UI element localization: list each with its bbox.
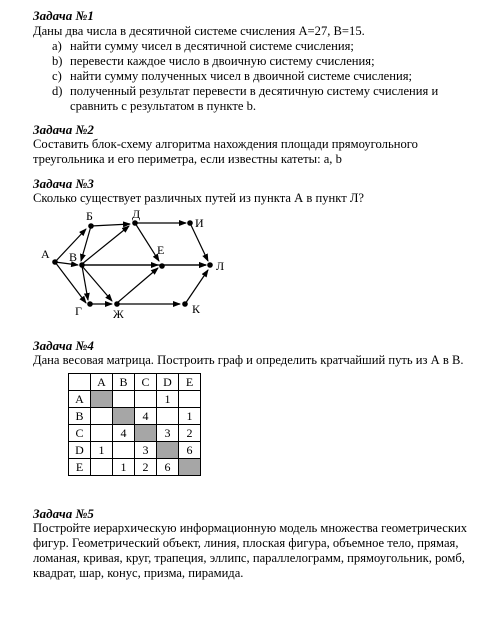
task5-line2: фигур. Геометрический объект, линия, плоская фигура, объемное тело, прямая, [33, 536, 459, 550]
matrix-cell: 1 [179, 408, 201, 425]
matrix-cell: 1 [91, 442, 113, 459]
task2-title: Задача №2 [33, 122, 94, 137]
matrix-cell [91, 425, 113, 442]
matrix-cell: 1 [157, 391, 179, 408]
matrix-cell: 4 [135, 408, 157, 425]
task1-title: Задача №1 [33, 8, 94, 23]
item-text: полученный результат перевести в десятичную систему счисления и [70, 84, 439, 98]
node-e [159, 263, 165, 269]
matrix-cell: 2 [179, 425, 201, 442]
task1-intro: Даны два числа в десятичной системе счисления А=27, В=15. [33, 24, 365, 38]
task5-line3: ломаная, кривая, круг, трапеция, эллипс, параллелограмм, прямоугольник, ромб, [33, 551, 465, 565]
node-label-l: Л [216, 259, 225, 273]
matrix-row-header: C [69, 425, 91, 442]
matrix-cell [91, 459, 113, 476]
matrix-row [69, 442, 201, 459]
matrix-cell: 3 [157, 425, 179, 442]
matrix-row-header: B [69, 408, 91, 425]
item-marker: d) [52, 84, 63, 98]
node-label-g: Г [75, 304, 82, 318]
task1-item-d-cont: сравнить с результатом в пункте b. [70, 99, 257, 113]
edge-v-zh [82, 266, 112, 301]
task5-line1: Постройте иерархическую информационную модель множества геометрических [33, 521, 468, 535]
node-d [132, 220, 138, 226]
matrix-cell-diagonal [157, 442, 179, 459]
matrix-cell [113, 391, 135, 408]
matrix-row-header: D [69, 442, 91, 459]
edge-a-g [55, 262, 86, 303]
item-text: перевести каждое число в двоичную систему счисления; [70, 54, 375, 68]
weight-matrix [68, 373, 201, 476]
node-k [182, 301, 188, 307]
matrix-header-row [69, 374, 201, 391]
edge-b-d [91, 224, 130, 226]
matrix-col-header: A [91, 374, 113, 391]
task2-line1: Составить блок-схему алгоритма нахождения площади прямоугольного [33, 137, 418, 151]
matrix-row [69, 408, 201, 425]
node-l [207, 262, 213, 268]
task3-title: Задача №3 [33, 176, 94, 191]
matrix-cell: 4 [113, 425, 135, 442]
matrix-col-header: B [113, 374, 135, 391]
node-i [187, 220, 193, 226]
node-g [87, 301, 93, 307]
item-marker: b) [52, 54, 63, 68]
edge-k-l [185, 270, 208, 304]
matrix-corner [69, 374, 91, 391]
matrix-cell [157, 408, 179, 425]
matrix-cell-diagonal [113, 408, 135, 425]
task4-title: Задача №4 [33, 338, 94, 353]
node-label-b: Б [86, 209, 93, 223]
matrix-cell: 3 [135, 442, 157, 459]
edge-zh-e [117, 268, 158, 303]
node-v [79, 262, 85, 268]
matrix-cell [135, 391, 157, 408]
matrix-row [69, 459, 201, 476]
task2-line2: треугольника и его периметра, если известны катеты: а, b [33, 152, 342, 166]
matrix-cell: 6 [179, 442, 201, 459]
item-marker: a) [52, 39, 62, 53]
matrix-cell-diagonal [135, 425, 157, 442]
task3-text: Сколько существует различных путей из пункта А в пункт Л? [33, 191, 364, 205]
task5-title: Задача №5 [33, 506, 94, 521]
edge-d-e [135, 223, 159, 261]
node-a [52, 259, 58, 265]
matrix-row-header: E [69, 459, 91, 476]
item-marker: c) [52, 69, 62, 83]
item-text: найти сумму чисел в десятичной системе счисления; [70, 39, 354, 53]
matrix-row [69, 425, 201, 442]
node-label-i: И [195, 216, 204, 230]
matrix-cell-diagonal [179, 459, 201, 476]
task5-line4: квадрат, шар, конус, призма, пирамида. [33, 566, 244, 580]
node-b [88, 223, 94, 229]
matrix-cell [113, 442, 135, 459]
matrix-row [69, 391, 201, 408]
node-zh [114, 301, 120, 307]
matrix-cell [179, 391, 201, 408]
node-label-d: Д [132, 207, 141, 221]
edge-b-v [81, 226, 91, 261]
matrix-cell: 1 [113, 459, 135, 476]
node-label-v: В [69, 250, 78, 264]
matrix-cell [91, 408, 113, 425]
task4-text: Дана весовая матрица. Построить граф и определить кратчайший путь из А в В. [33, 353, 464, 367]
matrix-row-header: A [69, 391, 91, 408]
matrix-cell: 2 [135, 459, 157, 476]
item-text: найти сумму полученных чисел в двоичной системе счисления; [70, 69, 413, 83]
node-label-k: К [192, 302, 201, 316]
matrix-col-header: C [135, 374, 157, 391]
matrix-col-header: E [179, 374, 201, 391]
node-label-a: А [41, 247, 50, 261]
matrix-col-header: D [157, 374, 179, 391]
matrix-cell-diagonal [91, 391, 113, 408]
node-label-zh: Ж [113, 307, 124, 321]
matrix-cell: 6 [157, 459, 179, 476]
node-label-e: Е [157, 243, 165, 257]
